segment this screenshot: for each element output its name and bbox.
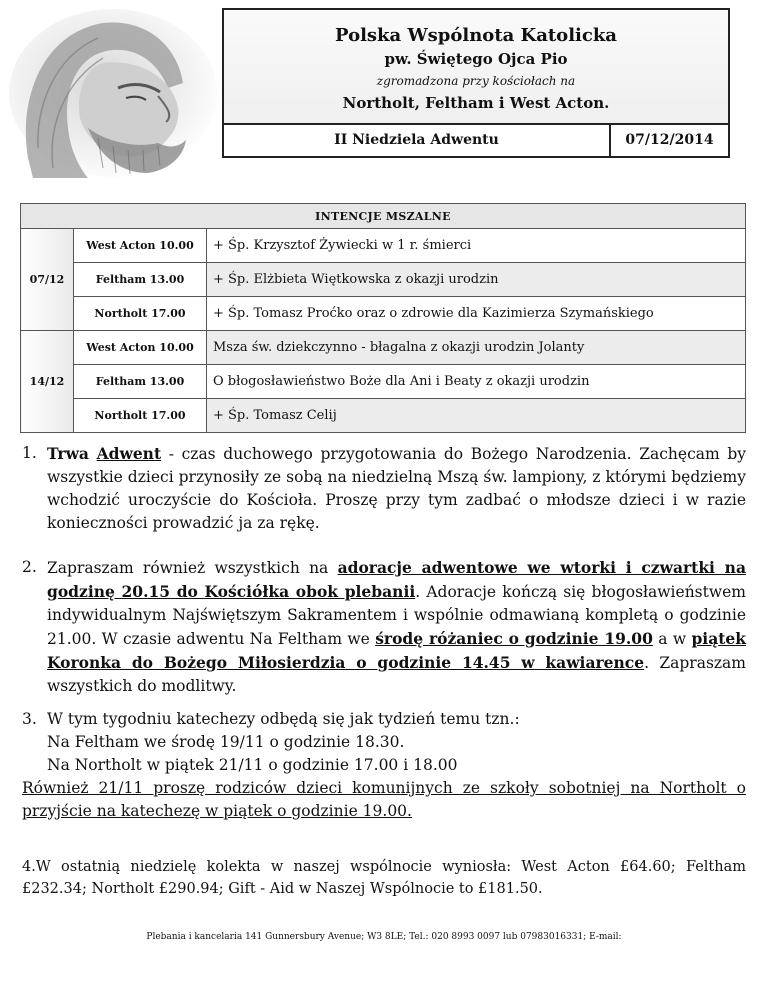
mass-time: West Acton 10.00: [74, 229, 207, 263]
chaplet-highlight: piątek Koronka do Bożego Miłosierdzia o godzinie 14.45 w kawiarence: [47, 629, 746, 672]
announcement-line: Na Feltham we środę 19/11 o godzinie 18.30.: [47, 733, 405, 751]
saint-portrait-image: [8, 8, 218, 178]
announcement-2: [22, 556, 746, 698]
adoration-highlight: adoracje adwentowe we wtorki i czwartki na godzinę 20.15 do Kościółka obok plebanii: [47, 558, 746, 601]
intention-text: + Śp. Elżbieta Więtkowska z okazji urodzin: [207, 263, 746, 297]
bulletin-date: 07/12/2014: [625, 132, 714, 148]
announcement-underlined: Również 21/11 proszę rodziców dzieci komunijnych ze szkoły sobotniej na Northolt o przyjście na katechezę w piątek o godzinie 19.00.: [22, 779, 746, 820]
mass-time: Northolt 17.00: [74, 399, 207, 433]
announcement-line: Na Northolt w piątek 21/11 o godzinie 17.00 i 18.00: [47, 756, 458, 774]
table-row: [21, 297, 746, 331]
footer-contact: Plebania i kancelaria 141 Gunnersbury Avenue; W3 8LE; Tel.: 020 8993 0097 lub 07983016331; E-mail:: [146, 932, 622, 942]
intention-text: + Śp. Tomasz Celij: [207, 399, 746, 433]
announcement-bold-text: Trwa: [47, 444, 89, 463]
liturgical-sunday: II Niedziela Adwentu: [224, 125, 611, 156]
table-row: [21, 365, 746, 399]
mass-time: Northolt 17.00: [74, 297, 207, 331]
intention-day-date: 14/12: [21, 331, 74, 433]
table-row: [21, 399, 746, 433]
announcement-text: Zapraszam również wszystkich na: [47, 559, 338, 577]
announcement-4: 4.W ostatnią niedzielę kolekta w naszej wspólnocie wyniosła: West Acton £64.60; Feltham £232.34; Northolt £290.94; Gift - Aid w Naszej Wspólnocie to £181.50.: [22, 859, 746, 897]
table-row: [21, 331, 746, 365]
intentions-heading: INTENCJE MSZALNE: [21, 204, 746, 229]
announcement-text: a w: [652, 630, 692, 648]
announcement-number: 3.: [22, 710, 37, 728]
advent-highlight: Adwent: [96, 444, 162, 463]
parish-title: Polska Wspólnota Katolicka: [335, 25, 617, 46]
intention-text: + Śp. Tomasz Proćko oraz o zdrowie dla Kazimierza Szymańskiego: [207, 297, 746, 331]
intention-day-date: 07/12: [21, 229, 74, 331]
rosary-highlight: środę różaniec o godzinie 19.00: [375, 629, 653, 648]
mass-intentions-table: [20, 203, 746, 433]
intention-text: O błogosławieństwo Boże dla Ani i Beaty z okazji urodzin: [207, 365, 746, 399]
announcement-number: 1.: [22, 444, 37, 462]
parish-patron: pw. Świętego Ojca Pio: [384, 50, 568, 68]
announcement-1: [22, 442, 746, 535]
announcement-text: . Zapraszam wszystkich do modlitwy.: [47, 654, 747, 695]
mass-time: Feltham 13.00: [74, 263, 207, 297]
parish-places: Northolt, Feltham i West Acton.: [342, 94, 610, 112]
parish-title-block: [224, 10, 728, 125]
announcement-number: 2.: [22, 558, 37, 576]
intention-text: Msza św. dziekczynno - błagalna z okazji urodzin Jolanty: [207, 331, 746, 365]
parish-italic-line: zgromadzona przy kościołach na: [376, 74, 576, 88]
portrait-sketch-icon: [8, 8, 218, 178]
table-row: [21, 229, 746, 263]
table-header-row: [21, 204, 746, 229]
announcement-body: [47, 442, 746, 535]
table-row: [21, 263, 746, 297]
announcement-text: - czas duchowego przygotowania do Bożego Narodzenia. Zachęcam by wszystkie dzieci przynosiły ze sobą na niedzielną Mszą św. lampiony, z którymi będziemy wchodzić uroczyście do Kościoła. Proszę przy tym zadbać o młodsze dzieci i w razie konieczności prowadzić ja za rękę.: [47, 445, 746, 532]
parish-header: [222, 8, 730, 158]
header-date-row: [224, 125, 728, 156]
intention-text: + Śp. Krzysztof Żywiecki w 1 r. śmierci: [207, 229, 746, 263]
announcement-line: W tym tygodniu katechezy odbędą się jak tydzień temu tzn.:: [47, 710, 520, 728]
mass-time: Feltham 13.00: [74, 365, 207, 399]
announcement-3: [22, 708, 746, 823]
announcement-body: [47, 556, 746, 698]
mass-time: West Acton 10.00: [74, 331, 207, 365]
announcement-text: . Adoracje kończą się błogosławieństwem indywidualnym Najświętszym Sakramentem i wspólnie odmawianą kompletą o godzinie 21.00. W czasie adwentu Na Feltham we: [47, 583, 746, 648]
